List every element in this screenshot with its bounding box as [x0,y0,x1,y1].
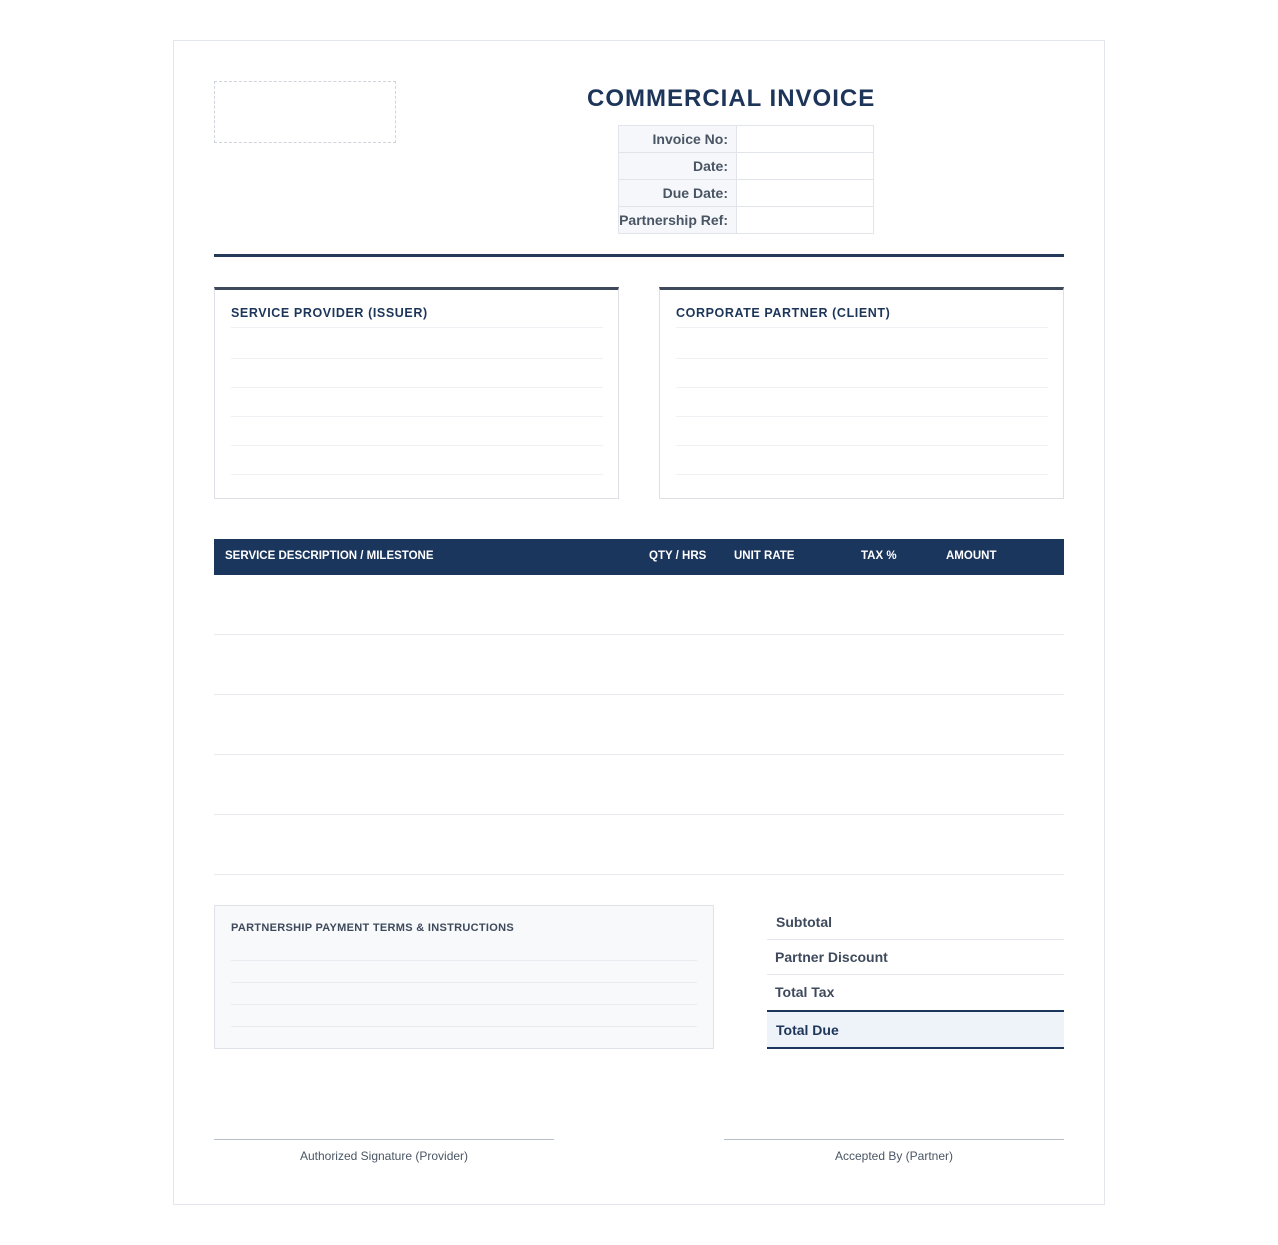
provider-line [231,416,603,417]
due-date-label: Due Date: [619,180,737,207]
table-row[interactable] [214,874,1064,875]
items-table-header [214,539,1064,575]
terms-line [231,1026,697,1027]
header-divider [214,254,1064,257]
partner-signature-label: Accepted By (Partner) [834,1149,954,1163]
client-line [676,327,1048,328]
table-row[interactable] [214,694,1064,695]
service-provider-box[interactable] [214,287,619,499]
totals-summary [767,905,1064,1049]
signature-line [214,1139,554,1140]
column-unit-rate: UNIT RATE [734,550,795,562]
column-tax: TAX % [861,550,897,562]
logo-placeholder[interactable] [214,81,396,143]
client-line [676,445,1048,446]
provider-signature-label: Authorized Signature (Provider) [299,1149,469,1163]
terms-line [231,1004,697,1005]
partner-discount-label: Partner Discount [775,949,888,965]
partner-discount-row[interactable] [767,940,1064,975]
date-label: Date: [619,153,737,180]
terms-line [231,982,697,983]
column-qty: QTY / HRS [649,550,707,562]
client-line [676,358,1048,359]
client-line [676,387,1048,388]
partner-signature[interactable] [724,1139,1064,1163]
provider-line [231,474,603,475]
terms-line [231,960,697,961]
total-due-label: Total Due [776,1022,839,1038]
date-field[interactable] [737,153,874,180]
column-description: SERVICE DESCRIPTION / MILESTONE [225,550,434,562]
table-row[interactable] [214,814,1064,815]
invoice-number-label: Invoice No: [619,126,737,153]
provider-line [231,327,603,328]
column-amount: AMOUNT [946,550,997,562]
payment-terms-box[interactable] [214,905,714,1049]
total-due-row[interactable] [767,1010,1064,1049]
payment-terms-heading: PARTNERSHIP PAYMENT TERMS & INSTRUCTIONS [231,922,514,934]
invoice-page [173,40,1105,1205]
invoice-meta-table [618,125,874,234]
total-tax-label: Total Tax [775,984,835,1000]
service-provider-heading: SERVICE PROVIDER (ISSUER) [231,306,428,320]
table-row[interactable] [214,754,1064,755]
invoice-title: COMMERCIAL INVOICE [587,85,876,112]
corporate-partner-heading: CORPORATE PARTNER (CLIENT) [676,306,891,320]
partnership-ref-label: Partnership Ref: [619,207,737,234]
partnership-ref-field[interactable] [737,207,874,234]
table-row[interactable] [214,634,1064,635]
subtotal-label: Subtotal [776,914,832,930]
signature-line [724,1139,1064,1140]
provider-signature[interactable] [214,1139,554,1163]
provider-line [231,358,603,359]
provider-line [231,445,603,446]
subtotal-row[interactable] [767,905,1064,940]
due-date-field[interactable] [737,180,874,207]
total-tax-row[interactable] [767,975,1064,1010]
client-line [676,416,1048,417]
provider-line [231,387,603,388]
invoice-number-field[interactable] [737,126,874,153]
corporate-partner-box[interactable] [659,287,1064,499]
client-line [676,474,1048,475]
